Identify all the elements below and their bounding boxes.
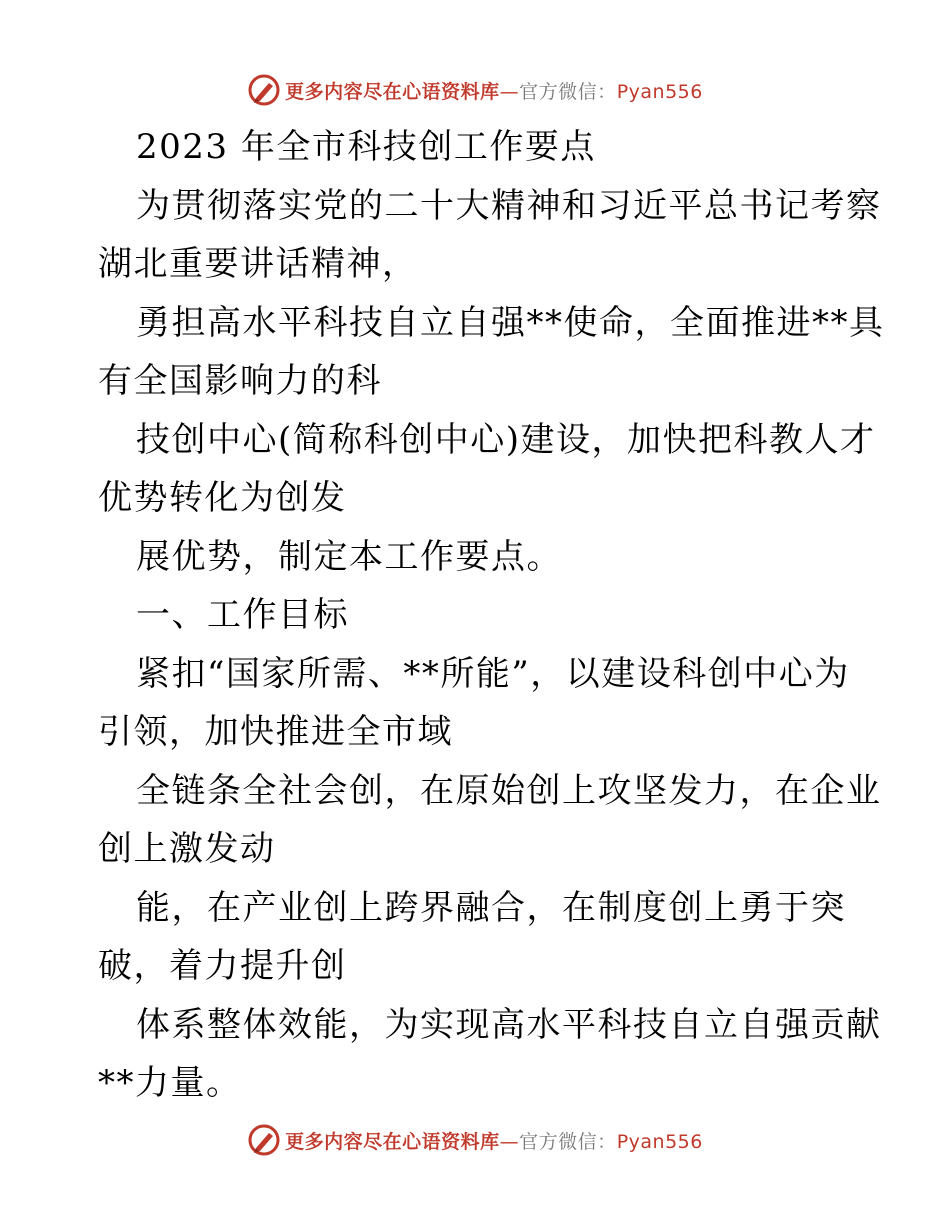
banner-gray-text: 官方微信：: [519, 1130, 617, 1153]
doc-title: 2023 年全市科技创工作要点: [136, 127, 596, 167]
banner-red-text: 更多内容尽在心语资料库: [285, 1130, 500, 1153]
doc-line: **力量。: [98, 1063, 242, 1103]
doc-line: 破，着力提升创: [98, 946, 347, 986]
doc-line: 技创中心(简称科创中心)建设，加快把科教人才: [136, 419, 876, 460]
doc-line: 展优势，制定本工作要点。: [136, 536, 562, 577]
doc-line: 勇担高水平科技自立自强**使命，全面推进**具: [136, 302, 885, 343]
footer-banner: [0, 1120, 950, 1160]
doc-line: 有全国影响力的科: [98, 361, 382, 401]
doc-line: 全链条全社会创，在原始创上攻坚发力，在企业: [136, 770, 882, 811]
document-body: [98, 118, 885, 1113]
doc-line: 体系整体效能，为实现高水平科技自立自强贡献: [136, 1004, 882, 1045]
pen-logo-icon: [247, 73, 281, 107]
banner-red-text: 更多内容尽在心语资料库: [285, 80, 500, 103]
doc-line: 引领，加快推进全市域: [98, 712, 453, 752]
banner-caption: [285, 1127, 703, 1154]
banner-wechat-id: Pyan556: [616, 80, 703, 103]
doc-line: 创上激发动: [98, 829, 276, 869]
header-banner: [0, 70, 950, 110]
doc-line: 能，在产业创上跨界融合，在制度创上勇于突: [136, 887, 846, 928]
banner-dash: —: [499, 1130, 520, 1153]
doc-line: 紧扣“国家所需、**所能”，以建设科创中心为: [136, 653, 850, 694]
banner-gray-text: 官方微信：: [519, 80, 617, 103]
section-heading: 一、工作目标: [136, 595, 349, 635]
banner-dash: —: [499, 80, 520, 103]
banner-wechat-id: Pyan556: [616, 1130, 703, 1153]
doc-line: 湖北重要讲话精神，: [98, 244, 418, 284]
doc-line: 为贯彻落实党的二十大精神和习近平总书记考察: [136, 185, 882, 226]
pen-logo-icon: [247, 1123, 281, 1157]
banner-caption: [285, 77, 703, 104]
doc-line: 优势转化为创发: [98, 478, 347, 518]
